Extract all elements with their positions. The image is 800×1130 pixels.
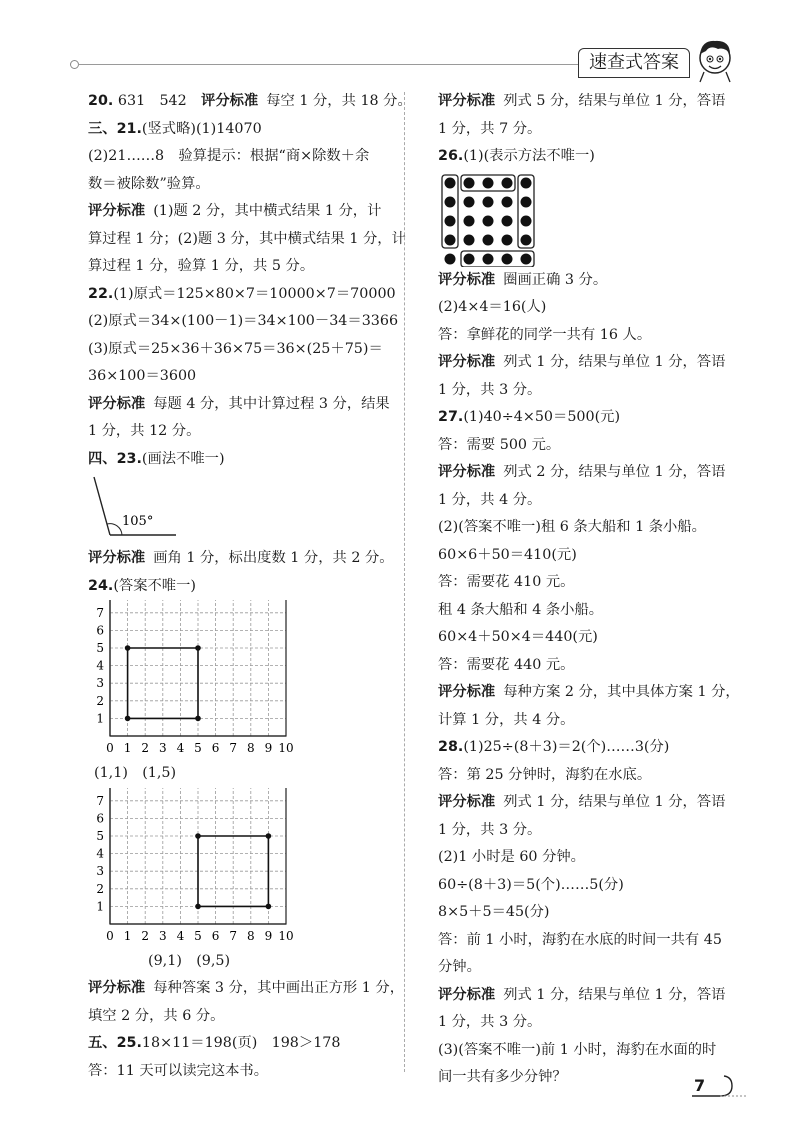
q22-line3: (3)原式＝25×36＋36×75＝36×(25＋75)＝ (88, 340, 383, 357)
grid1-x-tick: 0 (106, 741, 114, 755)
grid1-y-tick: 3 (96, 676, 104, 691)
q27-score2: 1 分，共 4 分。 (438, 491, 542, 508)
q27-line4: 60×6＋50＝410(元) (438, 546, 577, 563)
grid-chart-2 (88, 788, 396, 948)
q27-score4: 计算 1 分，共 4 分。 (438, 711, 575, 728)
grid2-caption: (9,1) (9,5) (148, 952, 231, 969)
grid1-y-tick: 2 (96, 693, 104, 708)
grid2-y-tick: 6 (96, 810, 104, 825)
page-number: 7 (694, 1076, 706, 1095)
grid2-x-tick: 2 (141, 928, 150, 943)
dot (464, 177, 475, 188)
grid2-vertex-point (195, 903, 201, 909)
grid2-y-tick: 2 (96, 881, 104, 896)
dot (445, 177, 456, 188)
q22-score1: 评分标准 每题 4 分，其中计算过程 3 分，结果 (88, 395, 390, 412)
angle-ray-slanted (94, 477, 110, 535)
grid-chart-1 (88, 600, 396, 760)
q28-score2: 1 分，共 3 分。 (438, 821, 542, 838)
grid1-x-tick: 3 (158, 741, 167, 755)
q21-line2: (2)21……8 验算提示：根据“商×除数＋余 (88, 148, 370, 164)
q27-line2: 答：需要 500 元。 (438, 436, 561, 453)
q28-line4: 60÷(8＋3)＝5(个)……5(分) (438, 876, 624, 893)
q25-score1: 评分标准 列式 5 分，结果与单位 1 分，答语 (438, 93, 726, 109)
dot (521, 253, 532, 264)
q28-score3: 评分标准 列式 1 分，结果与单位 1 分，答语 (438, 986, 726, 1003)
grid2-y-tick: 1 (96, 898, 104, 913)
dot (521, 196, 532, 207)
q26-score3: 1 分，共 3 分。 (438, 381, 542, 398)
dot (502, 177, 513, 188)
grid1-y-tick (96, 600, 104, 602)
grid2-vertex-point (266, 903, 272, 909)
dot (502, 253, 513, 264)
header-title: 速查式答案 (578, 48, 690, 78)
cartoon-boy-icon (690, 34, 740, 84)
grid1-x-tick: 8 (246, 741, 255, 755)
q25-line2: 答：11 天可以读完这本书。 (88, 1062, 269, 1079)
q22-line2: (2)原式＝34×(100－1)＝34×100－34＝3366 (88, 313, 399, 329)
q24-line1: 24.(答案不唯一) (88, 577, 196, 594)
q28-line6: 答：前 1 小时，海豹在水底的时间一共有 45 (438, 931, 722, 948)
angle-figure (88, 473, 396, 545)
dot (445, 215, 456, 226)
dot (483, 215, 494, 226)
q22-line4: 36×100＝3600 (88, 368, 197, 384)
dot (464, 215, 475, 226)
grid2-x-tick: 5 (194, 928, 202, 943)
grid1-vertex-point (125, 716, 131, 722)
q23-line1: 四、23.(画法不唯一) (88, 450, 225, 467)
dot (483, 253, 494, 264)
q27-line7: 60×4＋50×4＝440(元) (438, 629, 598, 645)
grid2-x-tick: 0 (106, 928, 114, 943)
right-column (438, 88, 738, 1092)
grid2-x-tick: 1 (123, 928, 132, 943)
q21-line3: 数＝被除数”验算。 (88, 175, 210, 192)
grid1-y-tick: 4 (96, 658, 104, 673)
q26-score1: 评分标准 圈画正确 3 分。 (438, 271, 608, 288)
q28-score4: 1 分，共 3 分。 (438, 1014, 542, 1030)
dot (521, 177, 532, 188)
dot (502, 196, 513, 207)
grid1-y-tick: 6 (96, 623, 104, 638)
q20-line: 20. 631 542 评分标准 每空 1 分，共 18 分。 (88, 93, 412, 109)
q26-line2: (2)4×4＝16(人) (438, 299, 547, 315)
grid1-x-tick: 10 (278, 741, 294, 755)
grid1-x-tick: 2 (141, 741, 150, 755)
dot (464, 234, 475, 245)
q22-score2: 1 分，共 12 分。 (88, 423, 201, 439)
q21-score3: 算过程 1 分，验算 1 分，共 5 分。 (88, 258, 315, 274)
q27-line8: 答：需要花 440 元。 (438, 656, 575, 673)
dot (483, 177, 494, 188)
grid1-x-tick: 7 (229, 741, 238, 755)
q28-line1: 28.(1)25÷(8＋3)＝2(个)……3(分) (438, 739, 670, 755)
grid1-y-tick: 1 (96, 711, 104, 726)
q22-line1: 22.(1)原式＝125×80×7＝10000×7＝70000 (88, 285, 396, 302)
grid1-vertex-point (195, 716, 201, 722)
q27-score1: 评分标准 列式 2 分，结果与单位 1 分，答语 (438, 464, 726, 480)
q23-score: 评分标准 画角 1 分，标出度数 1 分，共 2 分。 (88, 550, 394, 566)
dot (483, 234, 494, 245)
q28-line2: 答：第 25 分钟时，海豹在水底。 (438, 766, 652, 783)
dot (502, 234, 513, 245)
grid1-x-tick: 4 (176, 741, 185, 755)
dot (502, 215, 513, 226)
q21-line1: 三、21.(竖式略)(1)14070 (88, 120, 262, 137)
q27-line5: 答：需要花 410 元。 (438, 574, 575, 590)
dot (445, 196, 456, 207)
grid2-x-tick: 7 (229, 928, 238, 943)
grid2-x-tick: 6 (211, 928, 220, 943)
grid2-y-tick (96, 788, 104, 790)
dot (445, 253, 456, 264)
grid1-vertex-point (195, 645, 201, 651)
grid1-x-tick: 9 (264, 741, 273, 755)
dot (464, 196, 475, 207)
q26-line3: 答：拿鲜花的同学一共有 16 人。 (438, 326, 652, 343)
grid2-vertex-point (266, 833, 272, 839)
left-column (88, 88, 412, 1085)
grid2-y-tick: 3 (96, 863, 104, 878)
grid1-x-tick: 5 (194, 741, 202, 755)
grid2-x-tick: 8 (246, 928, 255, 943)
q27-line1: 27.(1)40÷4×50＝500(元) (438, 409, 621, 425)
grid2-y-tick: 7 (96, 793, 104, 808)
dot (521, 234, 532, 245)
q24-score2: 填空 2 分，共 6 分。 (88, 1007, 225, 1024)
dot (464, 253, 475, 264)
q27-line6: 租 4 条大船和 4 条小船。 (438, 601, 604, 618)
q21-score2: 算过程 1 分；(2)题 3 分，其中横式结果 1 分，计 (88, 230, 406, 247)
grid2-x-tick: 3 (158, 928, 167, 943)
q28-line5: 8×5＋5＝45(分) (438, 904, 550, 920)
q25-score2: 1 分，共 7 分。 (438, 120, 542, 137)
grid1-y-tick: 7 (96, 605, 104, 620)
grid2-y-tick: 5 (96, 828, 104, 843)
grid1-caption: (1,1) (1,5) (94, 765, 177, 781)
q25-line1: 五、25.18×11＝198(页) 198＞178 (88, 1035, 341, 1051)
grid1-vertex-point (125, 645, 131, 651)
q28-line8: (3)(答案不唯一)前 1 小时，海豹在水面的时 (438, 1041, 717, 1058)
q27-score3: 评分标准 每种方案 2 分，其中具体方案 1 分， (438, 684, 740, 700)
q24-score1: 评分标准 每种答案 3 分，其中画出正方形 1 分， (88, 980, 405, 996)
grid2-x-tick: 9 (264, 928, 273, 943)
grid1-x-tick: 6 (211, 741, 220, 755)
q27-line3: (2)(答案不唯一)租 6 条大船和 1 条小船。 (438, 519, 706, 535)
grid2-vertex-point (195, 833, 201, 839)
dot (483, 196, 494, 207)
dot (445, 234, 456, 245)
q26-score2: 评分标准 列式 1 分，结果与单位 1 分，答语 (438, 354, 726, 370)
dot (521, 215, 532, 226)
q26-line1: 26.(1)(表示方法不唯一) (438, 148, 595, 164)
q28-line7: 分钟。 (438, 959, 481, 975)
grid2-y-tick: 4 (96, 846, 104, 861)
q28-score1: 评分标准 列式 1 分，结果与单位 1 分，答语 (438, 794, 726, 810)
angle-label: 105° (122, 514, 154, 529)
q21-score1: 评分标准 (1)题 2 分，其中横式结果 1 分，计 (88, 203, 382, 219)
grid1-x-tick: 1 (123, 741, 132, 755)
q28-line9: 间一共有多少分钟？ (438, 1069, 567, 1085)
header-rule (78, 64, 578, 65)
q28-line3: (2)1 小时是 60 分钟。 (438, 849, 585, 865)
dot-array-figure (438, 171, 738, 267)
grid2-x-tick: 10 (278, 928, 294, 943)
grid2-x-tick: 4 (176, 928, 185, 943)
grid1-y-tick: 5 (96, 641, 104, 655)
